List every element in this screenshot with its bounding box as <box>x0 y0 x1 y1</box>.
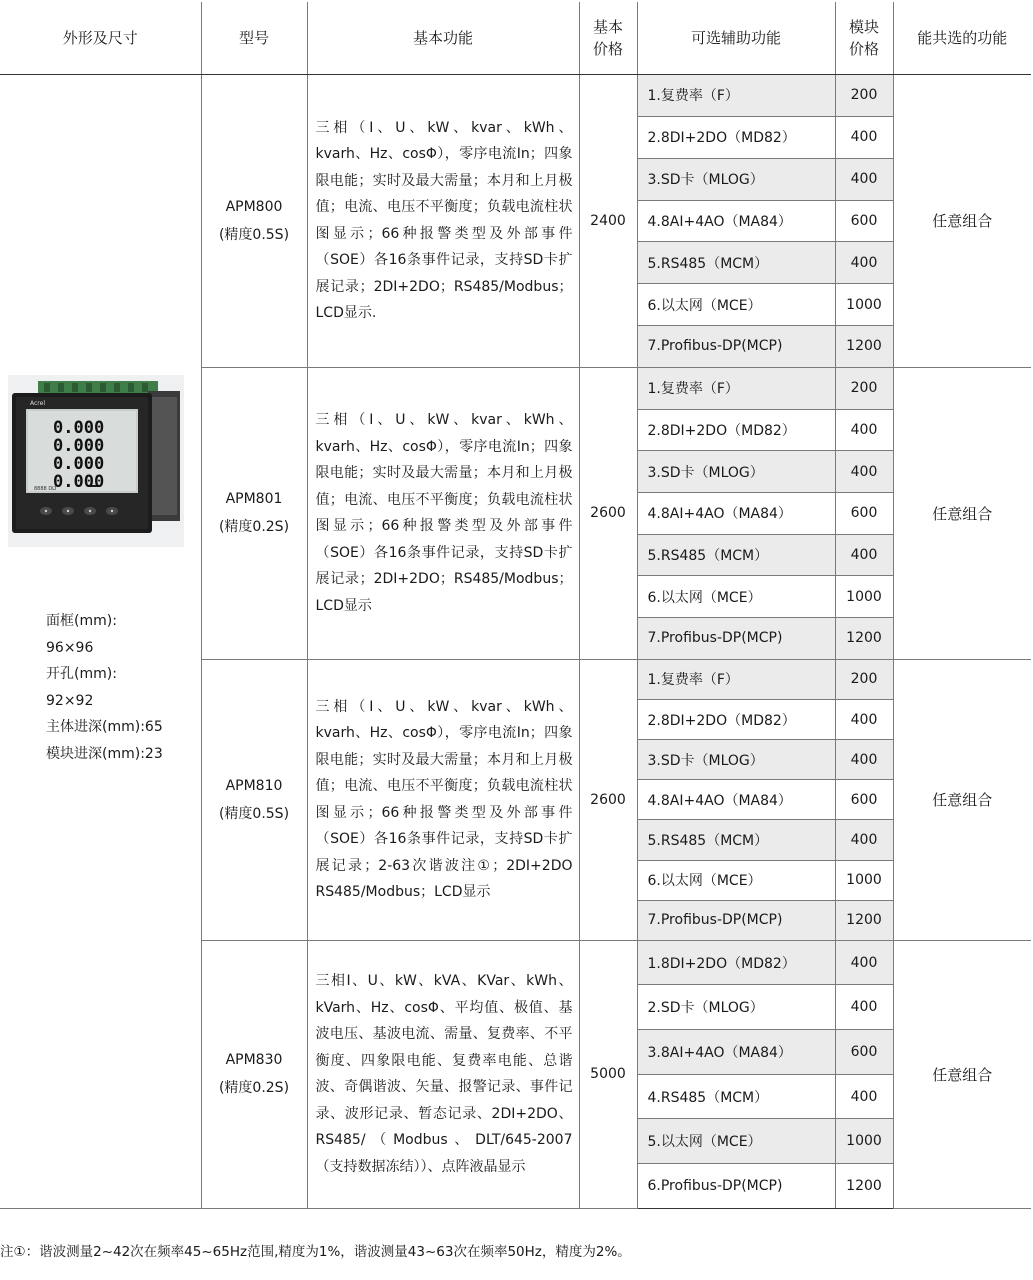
optional-function-cell: 3.SD卡（MLOG） <box>637 740 835 780</box>
header-optional-function: 可选辅助功能 <box>637 2 835 75</box>
header-basic-function: 基本功能 <box>307 2 579 75</box>
svg-text:Acrel: Acrel <box>30 400 45 407</box>
dimension-list <box>46 608 163 767</box>
optional-function-cell: 5.RS485（MCM） <box>637 534 835 576</box>
module-price-cell: 200 <box>835 659 893 699</box>
combo-cell: 任意组合 <box>893 940 1031 1208</box>
model-name: APM810 <box>225 777 283 794</box>
optional-function-cell: 2.8DI+2DO（MD82） <box>637 116 835 158</box>
module-price-cell: 400 <box>835 116 893 158</box>
shape-column <box>0 75 201 1209</box>
optional-function-cell: 1.复费率（F） <box>637 367 835 409</box>
optional-function-cell: 3.SD卡（MLOG） <box>637 451 835 493</box>
combo-cell: 任意组合 <box>893 659 1031 940</box>
module-price-cell: 400 <box>835 740 893 780</box>
dimension-line: 模块进深(mm):23 <box>46 745 163 762</box>
module-price-cell: 600 <box>835 200 893 242</box>
optional-function-cell: 4.8AI+4AO（MA84） <box>637 780 835 820</box>
model-cell <box>201 940 307 1208</box>
model-accuracy: (精度0.5S) <box>218 226 290 243</box>
optional-function-cell: 3.SD卡（MLOG） <box>637 158 835 200</box>
optional-function-cell: 2.SD卡（MLOG） <box>637 985 835 1030</box>
base-price-cell: 2600 <box>579 367 637 659</box>
header-shape: 外形及尺寸 <box>0 2 201 75</box>
module-price-cell: 1200 <box>835 326 893 368</box>
optional-function-cell: 2.8DI+2DO（MD82） <box>637 409 835 451</box>
dimension-line: 面框(mm): <box>46 613 117 629</box>
base-price-cell: 2400 <box>579 75 637 368</box>
combo-cell: 任意组合 <box>893 75 1031 368</box>
table-row <box>0 75 1031 117</box>
model-accuracy: (精度0.2S) <box>218 519 290 536</box>
module-price-cell: 400 <box>835 820 893 860</box>
module-price-cell: 1000 <box>835 284 893 326</box>
optional-function-cell: 5.RS485（MCM） <box>637 820 835 860</box>
module-price-cell: 1000 <box>835 860 893 900</box>
base-price-cell: 2600 <box>579 659 637 940</box>
model-name: APM801 <box>225 491 283 508</box>
module-price-cell: 400 <box>835 158 893 200</box>
module-price-cell: 400 <box>835 409 893 451</box>
module-price-cell: 400 <box>835 940 893 985</box>
model-name: APM800 <box>225 198 283 215</box>
optional-function-cell: 5.RS485（MCM） <box>637 242 835 284</box>
model-accuracy: (精度0.5S) <box>218 805 290 822</box>
module-price-cell: 600 <box>835 493 893 535</box>
meter-digit-row: 0.000 <box>53 436 105 456</box>
meter-digit-row: 0.000 <box>53 454 105 474</box>
basic-function-cell: 三相（I、U、kW、kvar、kWh、kvarh、Hz、cosΦ），零序电流In；四象限电能；实时及最大需量；本月和上月极值；电流、电压不平衡度；负载电流柱状图显示；66种报警类型及外部事件（SOE）各16条事件记录，支持SD卡扩展记录；2-63次谐波注①；2DI+2DO RS485/Modbus；LCD显示 <box>307 659 579 940</box>
module-price-cell: 1200 <box>835 618 893 660</box>
optional-function-cell: 3.8AI+4AO（MA84） <box>637 1030 835 1075</box>
optional-function-cell: 1.复费率（F） <box>637 75 835 117</box>
optional-function-cell: 7.Profibus-DP(MCP) <box>637 618 835 660</box>
header-base-price: 基本 价格 <box>579 2 637 75</box>
module-price-cell: 1200 <box>835 1164 893 1209</box>
optional-function-cell: 4.8AI+4AO（MA84） <box>637 200 835 242</box>
basic-function-cell: 三相I、U、kW、kVA、KVar、kWh、kVarh、Hz、cosΦ、平均值、极值、基波电压、基波电流、需量、复费率、不平衡度、四象限电能、复费率电能、总谐波、奇偶谐波、矢量、报警记录、事件记录、波形记录、暂态记录、2DI+2DO、RS485/（Modbus、DLT/645-2007（支持数据冻结））、点阵液晶显示 <box>307 940 579 1208</box>
optional-function-cell: 2.8DI+2DO（MD82） <box>637 699 835 739</box>
dimension-line: 主体进深(mm):65 <box>46 719 163 735</box>
footnote: 注①：谐波测量2~42次在频率45~65Hz范围,精度为1%，谐波测量43~63次在频率50Hz，精度为2%。 <box>0 1244 631 1260</box>
header-row <box>0 2 1031 75</box>
module-price-cell: 400 <box>835 699 893 739</box>
meter-digit-row: 0.000 <box>53 418 105 438</box>
model-cell <box>201 75 307 368</box>
basic-function-cell: 三相（I、U、kW、kvar、kWh、kvarh、Hz、cosΦ），零序电流In；四象限电能；实时及最大需量；本月和上月极值；电流、电压不平衡度；负载电流柱状图显示；66种报警类型及外部事件（SOE）各16条事件记录，支持SD卡扩展记录；2DI+2DO；RS485/Modbus；LCD显示. <box>307 75 579 368</box>
module-price-cell: 400 <box>835 451 893 493</box>
dimension-line: 开孔(mm): <box>46 666 117 682</box>
meter-digit-row: 0.000 <box>53 472 105 492</box>
basic-function-cell: 三相（I、U、kW、kvar、kWh、kvarh、Hz、cosΦ），零序电流In；四象限电能；实时及最大需量；本月和上月极值；电流、电压不平衡度；负载电流柱状图显示；66种报警类型及外部事件（SOE）各16条事件记录，支持SD卡扩展记录；2DI+2DO；RS485/Modbus；LCD显示 <box>307 367 579 659</box>
base-price-cell: 5000 <box>579 940 637 1208</box>
optional-function-cell: 1.8DI+2DO（MD82） <box>637 940 835 985</box>
model-name: APM830 <box>225 1052 283 1069</box>
module-price-cell: 200 <box>835 367 893 409</box>
optional-function-cell: 1.复费率（F） <box>637 659 835 699</box>
model-accuracy: (精度0.2S) <box>218 1080 290 1097</box>
dimension-line: 96×96 <box>46 639 94 656</box>
header-module-price: 模块 价格 <box>835 2 893 75</box>
module-price-cell: 400 <box>835 534 893 576</box>
meter-device-icon <box>8 375 184 547</box>
combo-cell: 任意组合 <box>893 367 1031 659</box>
optional-function-cell: 6.以太网（MCE） <box>637 860 835 900</box>
module-price-cell: 1000 <box>835 576 893 618</box>
optional-function-cell: 4.RS485（MCM） <box>637 1074 835 1119</box>
module-price-cell: 200 <box>835 75 893 117</box>
dimension-line: 92×92 <box>46 692 94 709</box>
optional-function-cell: 7.Profibus-DP(MCP) <box>637 900 835 940</box>
module-price-cell: 600 <box>835 780 893 820</box>
meter-device-image <box>8 375 184 547</box>
module-price-cell: 1200 <box>835 900 893 940</box>
shape-cell <box>0 75 201 1205</box>
model-cell <box>201 659 307 940</box>
module-price-cell: 400 <box>835 985 893 1030</box>
optional-function-cell: 6.Profibus-DP(MCP) <box>637 1164 835 1209</box>
spec-table <box>0 2 1031 1209</box>
svg-text:8888 DLT: 8888 DLT <box>34 486 58 492</box>
header-model: 型号 <box>201 2 307 75</box>
module-price-cell: 400 <box>835 242 893 284</box>
optional-function-cell: 7.Profibus-DP(MCP) <box>637 326 835 368</box>
module-price-cell: 1000 <box>835 1119 893 1164</box>
model-cell <box>201 367 307 659</box>
module-price-cell: 400 <box>835 1074 893 1119</box>
optional-function-cell: 6.以太网（MCE） <box>637 576 835 618</box>
optional-function-cell: 5.以太网（MCE） <box>637 1119 835 1164</box>
module-price-cell: 600 <box>835 1030 893 1075</box>
header-combo: 能共选的功能 <box>893 2 1031 75</box>
optional-function-cell: 6.以太网（MCE） <box>637 284 835 326</box>
optional-function-cell: 4.8AI+4AO（MA84） <box>637 493 835 535</box>
